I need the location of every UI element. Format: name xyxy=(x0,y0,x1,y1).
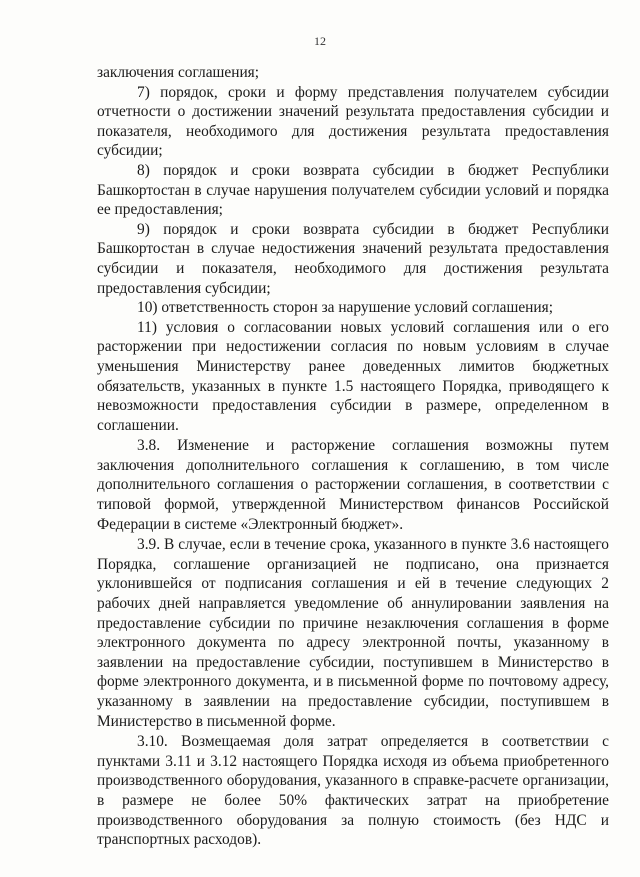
list-item-11: 11) условия о согласовании новых условий соглашения или о его расторжении при недостижении согласия по новым условиям в случае уменьшения Министерству ранее доведенных лимитов бюджетных обязательств, указанных в пункте 1.5 настоящего Порядка, приводящего к невозможности предоставления субсидии в размере, определенном в соглашении. xyxy=(97,318,609,434)
list-item-9: 9) порядок и сроки возврата субсидии в бюджет Республики Башкортостан в случае недостижения значений результата предоставления субсидии и показателя, необходимого для достижения результата предоставления субсидии; xyxy=(97,220,609,297)
list-item-7: 7) порядок, сроки и форму представления получателем субсидии отчетности о достижении значений результата предоставления субсидии и показателя, необходимого для достижения результата предоставления субсидии; xyxy=(97,83,609,160)
clause-3-8: 3.8. Изменение и расторжение соглашения возможны путем заключения дополнительного соглашения к соглашению, в том числе дополнительного соглашения о расторжении соглашения, в соответствии с типовой формой, утвержденной Министерством финансов Российской Федерации в системе «Электронный бюджет». xyxy=(97,437,609,533)
paragraph-continuation: заключения соглашения; xyxy=(97,64,260,81)
clause-3-10: 3.10. Возмещаемая доля затрат определяется в соответствии с пунктами 3.11 и 3.12 настоящего Порядка исходя из объема приобретенного производственного оборудования, указанного в справке-расчете организации, в размере не более 50% фактических затрат на приобретение производственного оборудования за полную стоимость (без НДС и транспортных расходов). xyxy=(97,733,609,849)
document-body xyxy=(97,63,609,850)
page-number: 12 xyxy=(314,34,326,48)
list-item-8: 8) порядок и сроки возврата субсидии в бюджет Республики Башкортостан в случае нарушения получателем субсидии условий и порядка ее предоставления; xyxy=(97,161,609,219)
clause-3-9: 3.9. В случае, если в течение срока, указанного в пункте 3.6 настоящего Порядка, соглашение организацией не подписано, она признается уклонившейся от подписания соглашения и ей в течение следующих 2 рабочих дней направляется уведомление об аннулировании заявления на предоставление субсидии по причине незаключения соглашения в форме электронного документа по адресу электронной почты, указанному в заявлении на предоставление субсидии, поступившем в Министерство в форме электронного документа, и в письменной форме по почтовому адресу, указанному в заявлении на предоставление субсидии, поступившем в Министерство в письменной форме. xyxy=(97,536,609,730)
list-item-10: 10) ответственность сторон за нарушение условий соглашения; xyxy=(137,299,553,317)
